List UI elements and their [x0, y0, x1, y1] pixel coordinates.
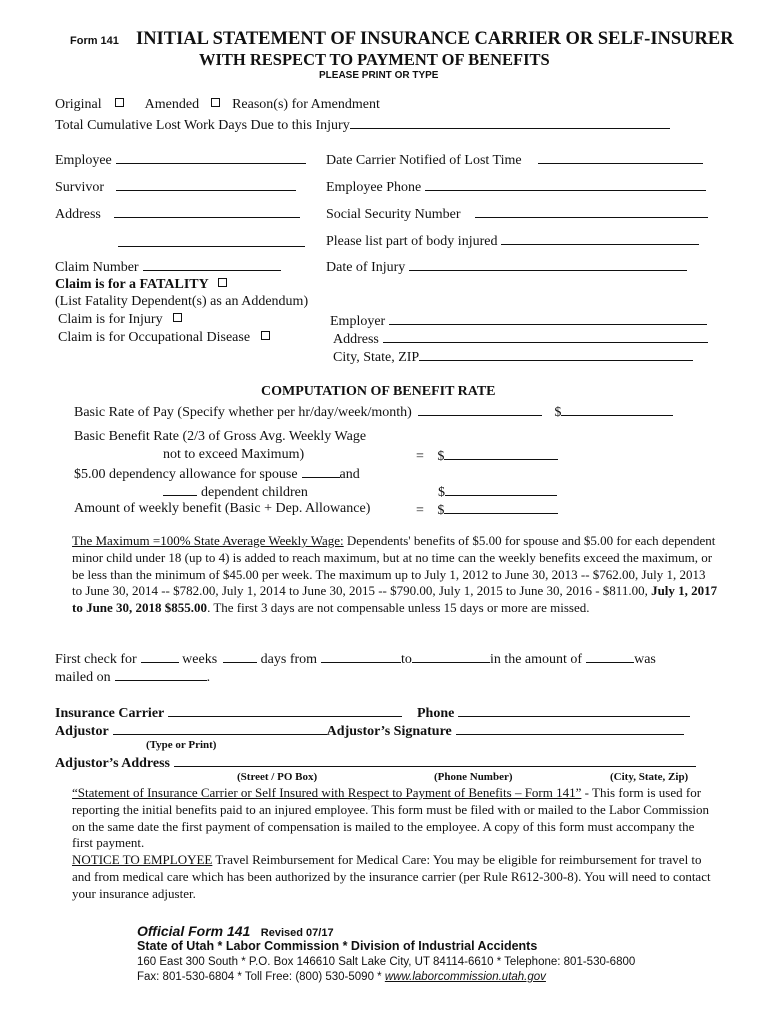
children-count-field[interactable]: [163, 483, 197, 496]
fax-line: [137, 971, 546, 983]
agency-line: State of Utah * Labor Commission * Division of Industrial Accidents: [137, 939, 538, 953]
amount-of-label: in the amount of: [489, 652, 583, 667]
computation-heading: COMPUTATION OF BENEFIT RATE: [261, 384, 496, 399]
notice-label: NOTICE TO EMPLOYEE: [72, 852, 213, 868]
injury-label: Claim is for Injury: [58, 312, 163, 327]
maximum-bold: July 1, 2017 to June 30, 2018 $855.00: [72, 583, 718, 616]
maximum-lead: The Maximum =100% State Average Weekly Wage:: [72, 533, 344, 548]
dependency-amount-field[interactable]: [445, 483, 557, 496]
body-part-field[interactable]: [501, 232, 699, 245]
dependency-label: $5.00 dependency allowance for spouse: [74, 467, 298, 482]
mailed-on-period: .: [206, 670, 211, 685]
children-row: [163, 483, 308, 501]
lost-days-row: [55, 116, 670, 134]
date-notified-label: Date Carrier Notified of Lost Time: [326, 153, 522, 168]
injury-checkbox[interactable]: [173, 313, 182, 322]
maximum-paragraph: [72, 533, 718, 617]
bbr-amount-field[interactable]: [444, 447, 558, 460]
original-checkbox[interactable]: [115, 98, 124, 107]
original-label: Original: [55, 97, 102, 112]
adjustor-address-field[interactable]: [174, 754, 696, 767]
phone-row: [417, 704, 690, 722]
basic-rate-period-field[interactable]: [418, 403, 542, 416]
carrier-phone-field[interactable]: [458, 704, 690, 717]
website-link[interactable]: www.laborcommission.utah.gov: [384, 971, 546, 983]
statement-paragraph: [72, 785, 714, 903]
amendment-reason-label: Reason(s) for Amendment: [232, 97, 380, 112]
lost-days-label: Total Cumulative Lost Work Days Due to this Injury: [55, 118, 350, 133]
basic-rate-label: Basic Rate of Pay (Specify whether per hr/day/week/month): [74, 405, 412, 420]
carrier-row: [55, 704, 402, 722]
insurance-carrier-label: Insurance Carrier: [55, 706, 165, 721]
address-row: [55, 205, 300, 223]
survivor-field[interactable]: [116, 178, 296, 191]
amount-value-row: [416, 501, 558, 519]
mailed-on-row: [55, 668, 210, 686]
claim-number-field[interactable]: [143, 258, 281, 271]
official-form-label: Official Form 141: [137, 923, 251, 939]
address-line: 160 East 300 South * P.O. Box 146610 Salt Lake City, UT 84114-6610 * Telephone: 801-530-6800: [137, 956, 636, 968]
maximum-text-2: . The first 3 days are not compensable unless 15 days or more are missed.: [207, 600, 590, 616]
fatality-checkbox[interactable]: [218, 278, 227, 287]
adjustor-field[interactable]: [113, 722, 327, 735]
to-label: to: [401, 652, 412, 667]
bbr-value-row: [416, 447, 558, 465]
amended-label: Amended: [144, 97, 200, 112]
insurance-carrier-field[interactable]: [168, 704, 402, 717]
body-part-label: Please list part of body injured: [326, 234, 498, 249]
employee-phone-label: Employee Phone: [326, 180, 422, 195]
fatality-label: Claim is for a FATALITY: [55, 277, 209, 292]
dependency-row: [74, 465, 360, 483]
maximum-text-1: Dependents' benefits of $5.00 for spouse and $5.00 for each dependent minor child under 18 (up to 4) is added to reach maximum, but at no time can the weekly benefits exceed the maximum, or be less than the minimum of $45.00 per week. The maximum up to July 1, 2012 to June 30, 2013 -- $762.00, July 1, 2013 to June 30, 2014 -- $782.00, July 1, 2014 to June 30, 2015 -- $790.00, July 1, 2015 to June 30, 2016 - $811.00,: [72, 533, 716, 599]
adjustor-address-label: Adjustor’s Address: [55, 756, 170, 771]
was-label: was: [634, 652, 656, 667]
disease-row: [58, 330, 273, 346]
carrier-phone-label: Phone: [417, 706, 455, 721]
basic-rate-dollar: $: [554, 405, 562, 420]
form-title-line1: INITIAL STATEMENT OF INSURANCE CARRIER OR SELF-INSURER: [136, 29, 734, 49]
form-title-line2: WITH RESPECT TO PAYMENT OF BENEFITS: [199, 50, 550, 69]
employer-field[interactable]: [389, 312, 707, 325]
to-date-field[interactable]: [412, 650, 490, 663]
from-date-field[interactable]: [321, 650, 401, 663]
instruction-text: PLEASE PRINT OR TYPE: [319, 70, 439, 81]
check-amount-field[interactable]: [586, 650, 634, 663]
weeks-field[interactable]: [141, 650, 179, 663]
city-row: [333, 348, 693, 366]
mailed-on-field[interactable]: [115, 668, 207, 681]
fatality-note: (List Fatality Dependent(s) as an Addendum): [55, 294, 309, 309]
date-notified-row: [326, 151, 703, 169]
phone-number-caption: (Phone Number): [434, 771, 513, 783]
employer-address-label: Address: [333, 332, 379, 347]
disease-label: Claim is for Occupational Disease: [58, 330, 251, 345]
amount-dollar: $: [437, 503, 445, 518]
ssn-field[interactable]: [475, 205, 708, 218]
adjustor-signature-field[interactable]: [456, 722, 684, 735]
revised-label: Revised 07/17: [260, 927, 334, 939]
dependency-value-row: [438, 483, 557, 501]
survivor-row: [55, 178, 296, 196]
weeks-label: weeks: [182, 652, 218, 667]
bbr-equals: =: [416, 449, 424, 464]
employer-address-field[interactable]: [383, 330, 708, 343]
first-check-label: First check for: [55, 652, 137, 667]
employee-row: [55, 151, 306, 169]
survivor-label: Survivor: [55, 180, 104, 195]
original-row: [55, 97, 380, 113]
city-label: City, State, ZIP: [333, 350, 420, 365]
employer-address-row: [333, 330, 708, 348]
statement-text: - This form is used for reporting the initial benefits paid to an injured employee. This form must be filed with or mailed to the Labor Commission on the same date the first payment of compensation is mailed to the employee. A copy of this form must accompany the first payment.: [72, 785, 709, 851]
adjustor-address-row: [55, 754, 696, 772]
employee-phone-field[interactable]: [425, 178, 706, 191]
notice-text: Travel Reimbursement for Medical Care: You may be eligible for reimbursement for travel to and from medical care which has been authorized by the insurance carrier (per Rule R612-300-8). You will need to contact your insurance adjuster.: [72, 852, 711, 901]
amended-checkbox[interactable]: [211, 98, 220, 107]
amount-field[interactable]: [444, 501, 558, 514]
employer-label: Employer: [330, 314, 386, 329]
bbr-label-1: Basic Benefit Rate (2/3 of Gross Avg. Weekly Wage: [74, 429, 367, 444]
type-or-print-label: (Type or Print): [146, 739, 217, 751]
days-field[interactable]: [223, 650, 257, 663]
basic-rate-amount-field[interactable]: [561, 403, 673, 416]
fatality-row: [55, 277, 230, 293]
first-check-row: [55, 650, 656, 668]
amount-label: Amount of weekly benefit (Basic + Dep. Allowance): [74, 501, 371, 516]
basic-rate-row: [74, 403, 673, 421]
bbr-dollar: $: [437, 449, 445, 464]
claim-number-row: [55, 258, 281, 276]
street-caption: (Street / PO Box): [237, 771, 318, 783]
mailed-on-label: mailed on: [55, 670, 111, 685]
body-part-row: [326, 232, 699, 250]
spouse-field[interactable]: [302, 465, 340, 478]
claim-number-label: Claim Number: [55, 260, 139, 275]
adjustor-label: Adjustor: [55, 724, 109, 739]
employer-row: [330, 312, 707, 330]
disease-checkbox[interactable]: [261, 331, 270, 340]
address-label: Address: [55, 207, 101, 222]
form-number: Form 141: [70, 35, 119, 47]
date-notified-field[interactable]: [538, 151, 703, 164]
ssn-label: Social Security Number: [326, 207, 461, 222]
fax-text: Fax: 801-530-6804 * Toll Free: (800) 530-5090 *: [137, 971, 385, 983]
address-field-1[interactable]: [114, 205, 300, 218]
dependency-dollar: $: [438, 485, 445, 500]
city-field[interactable]: [419, 348, 693, 361]
adjustor-signature-label: Adjustor’s Signature: [326, 724, 452, 739]
children-label: dependent children: [201, 485, 308, 500]
amount-row: [74, 501, 370, 517]
statement-title: “Statement of Insurance Carrier or Self Insured with Respect to Payment of Benefits – Form 141”: [72, 785, 582, 800]
injury-row: [58, 312, 185, 328]
employee-phone-row: [326, 178, 706, 196]
adjustor-row: [55, 722, 684, 740]
bbr-label-2: not to exceed Maximum): [163, 447, 305, 462]
dependency-and: and: [339, 467, 360, 482]
date-injury-field[interactable]: [409, 258, 687, 271]
days-from-label: days from: [260, 652, 318, 667]
date-injury-label: Date of Injury: [326, 260, 406, 275]
city-state-zip-caption: (City, State, Zip): [610, 771, 689, 783]
employee-field[interactable]: [116, 151, 306, 164]
address-field-2[interactable]: [118, 232, 305, 247]
ssn-row: [326, 205, 708, 223]
employee-label: Employee: [55, 153, 112, 168]
date-injury-row: [326, 258, 687, 276]
lost-days-field[interactable]: [350, 116, 670, 129]
amount-equals: =: [416, 503, 424, 518]
